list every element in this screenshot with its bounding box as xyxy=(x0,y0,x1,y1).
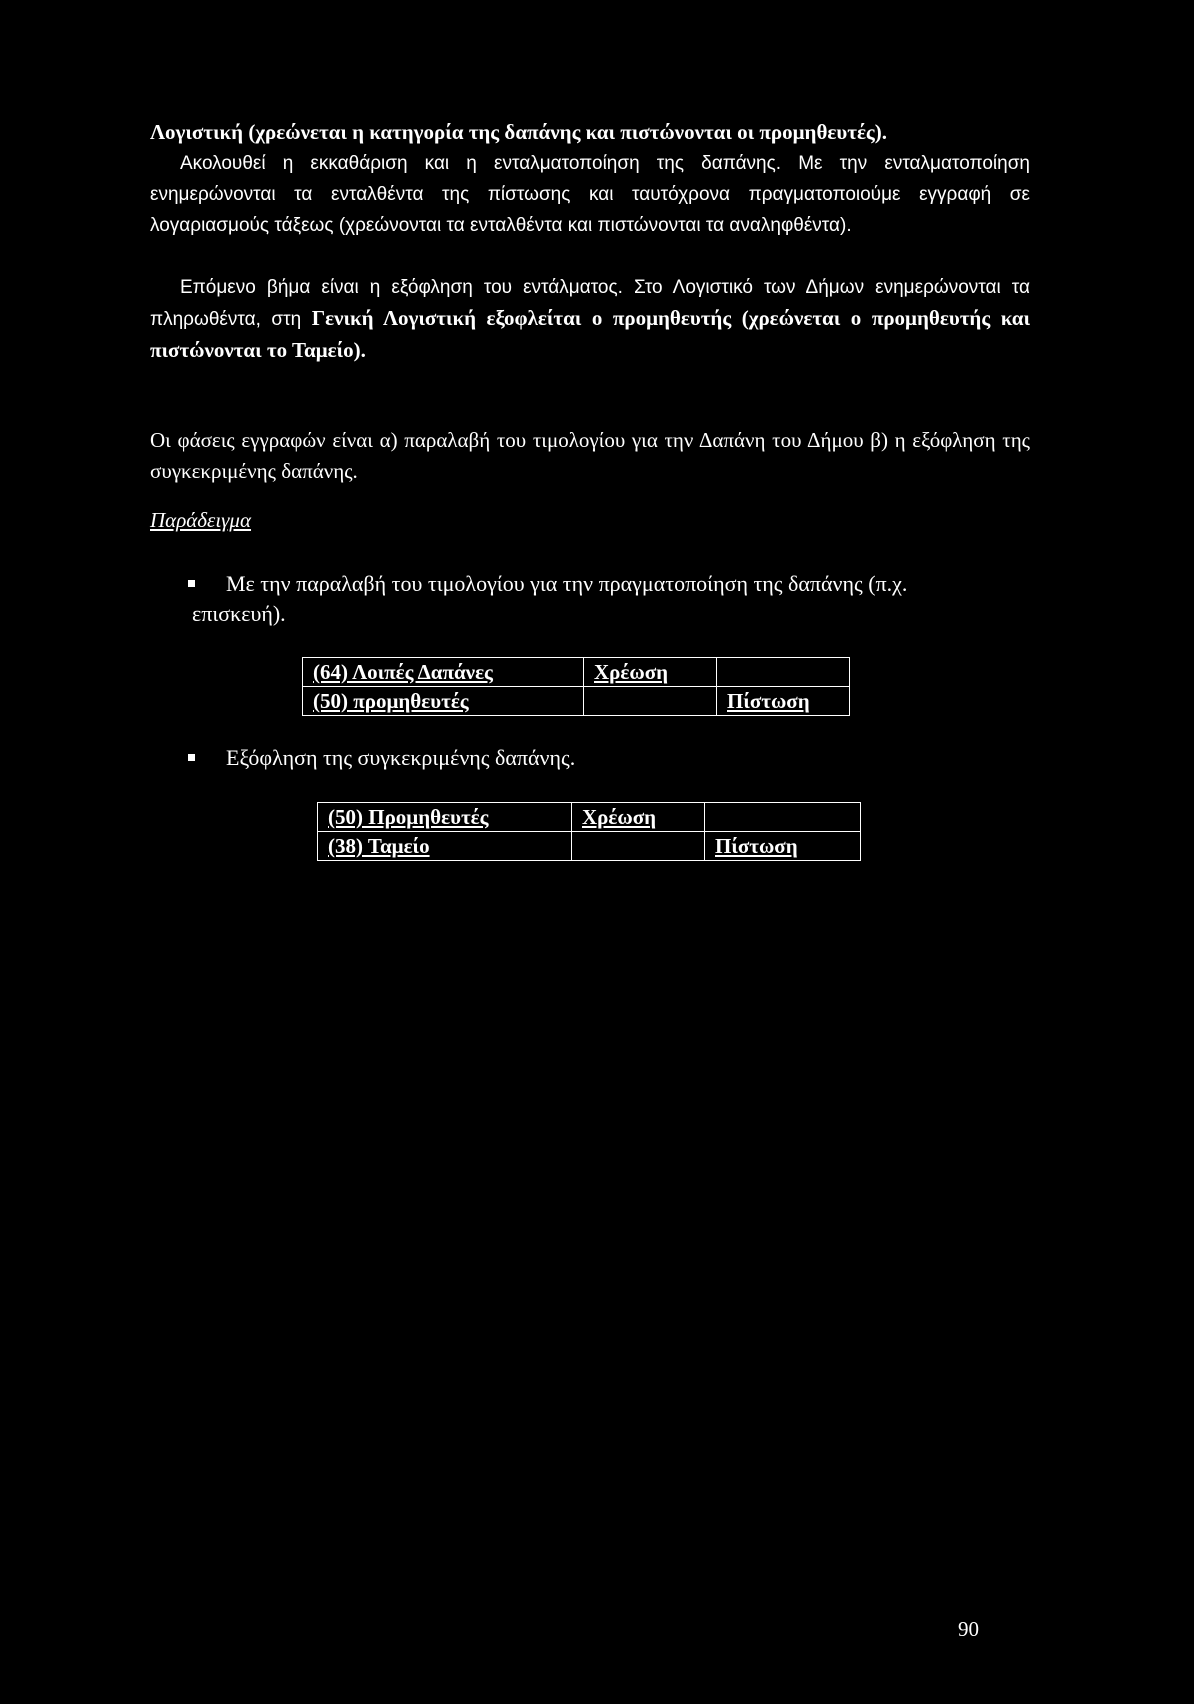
paragraph-text: Οι φάσεις εγγραφών είναι α) παραλαβή του τιμολογίου για την Δαπάνη του Δήμου β) η εξόφληση της συγκεκριμένης δαπάνης. xyxy=(150,428,1030,483)
bullet-text: Με την παραλαβή του τιμολογίου για την πραγματοποίηση της δαπάνης (π.χ. επισκευή). xyxy=(192,571,908,626)
table-row xyxy=(318,803,861,832)
table-row xyxy=(303,687,850,716)
table-cell-credit xyxy=(717,658,850,687)
paragraph-bold-text: Γενική Λογιστική εξοφλείται ο προμηθευτής (χρεώνεται ο προμηθευτής και πιστώνονται το Ταμείο). xyxy=(150,306,1030,362)
paragraph-text: Επόμενο βήμα είναι η εξόφληση του εντάλματος. Στο Λογιστικό των Δήμων ενημερώνονται τα πληρωθέντα, στη xyxy=(150,277,1030,330)
table-row xyxy=(303,658,850,687)
paragraph-payment xyxy=(150,272,1030,367)
table-cell-account: (50) Προμηθευτές xyxy=(318,803,572,832)
bullet-item-payment xyxy=(226,743,575,773)
table-cell-credit xyxy=(705,803,861,832)
paragraph-clearance xyxy=(150,148,1030,241)
table-cell-credit: Πίστωση xyxy=(705,832,861,861)
paragraph-text: Λογιστική (χρεώνεται η κατηγορία της δαπάνης και πιστώνονται οι προμηθευτές). xyxy=(150,120,888,144)
table-cell-debit xyxy=(572,832,705,861)
table-cell-debit: Χρέωση xyxy=(572,803,705,832)
bullet-icon xyxy=(188,754,195,761)
table-cell-account: (64) Λοιπές Δαπάνες xyxy=(303,658,584,687)
table-cell-account: (50) προμηθευτές xyxy=(303,687,584,716)
ledger-table-payment xyxy=(317,802,861,861)
ledger-table-receipt xyxy=(302,657,850,716)
table-cell-credit: Πίστωση xyxy=(717,687,850,716)
bullet-item-receipt xyxy=(192,569,992,629)
bullet-text: Εξόφληση της συγκεκριμένης δαπάνης. xyxy=(226,745,576,770)
paragraph-text: Ακολουθεί η εκκαθάριση και η ενταλματοποίηση της δαπάνης. Με την ενταλματοποίηση ενημερώνονται τα ενταλθέντα της πίστωσης και ταυτόχρονα πραγματοποιούμε εγγραφή σε λογαριασμούς τάξεως (χρεώνονται τα ενταλθέντα και πιστώνονται τα αναληφθέντα). xyxy=(150,153,1030,236)
table-cell-debit xyxy=(584,687,717,716)
table-cell-account: (38) Ταμείο xyxy=(318,832,572,861)
example-heading: Παράδειγμα xyxy=(150,508,252,532)
paragraph-accounting xyxy=(150,117,1030,148)
table-row xyxy=(318,832,861,861)
table-cell-debit: Χρέωση xyxy=(584,658,717,687)
paragraph-phases xyxy=(150,425,1030,487)
page-number: 90 xyxy=(958,1617,979,1641)
